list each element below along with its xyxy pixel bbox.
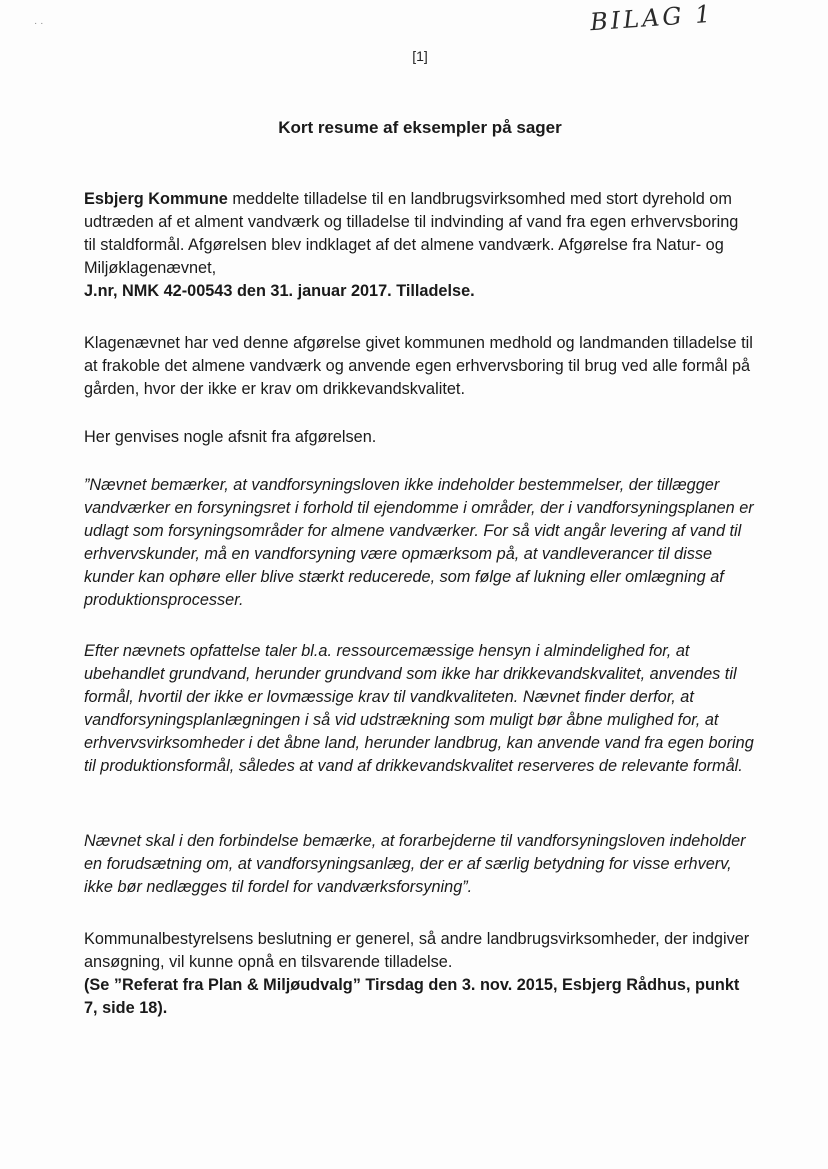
case-summary-body: meddelte tilladelse til en landbrugsvirksomhed med stort dyrehold om udtræden af et alment vandværk og tilladelse til indvinding af vand fra egen erhvervsboring til staldformål. Afgørelsen blev indklaget af det almene vandværk. Afgørelse fra Natur- og Miljøklagenævnet, [84, 190, 739, 277]
quote-paragraph-1 [84, 474, 754, 612]
quote-text-1: ”Nævnet bemærker, at vandforsyningsloven ikke indeholder bestemmelser, der tillægger vandværker en forsyningsret i forhold til ejendomme i områder, der i vandforsyningsplanen er udlagt som forsyningsområder for almene vandværker. For så vidt angår levering af vand til erhvervskunder, må en vandforsyning være opmærksom på, at vandleverancer til disse kunder kan ophøre eller blive stærkt reducerede, som følge af lukning eller omlægning af produktionsprocesser. [84, 476, 754, 609]
annex-stamp: BILAG 1 [589, 0, 715, 37]
council-decision-paragraph [84, 928, 754, 1020]
council-decision-text: Kommunalbestyrelsens beslutning er generel, så andre landbrugsvirksomheder, der indgiver ansøgning, vil kunne opnå en tilsvarende tilladelse. [84, 930, 750, 971]
meeting-reference: (Se ”Referat fra Plan & Miljøudvalg” Tirsdag den 3. nov. 2015, Esbjerg Rådhus, punkt 7, side 18). [84, 976, 740, 1017]
excerpt-intro-text: Her genvises nogle afsnit fra afgørelsen. [84, 428, 377, 446]
document-title: Kort resume af eksempler på sager [278, 118, 562, 137]
decision-text: Klagenævnet har ved denne afgørelse givet kommunen medhold og landmanden tilladelse til at frakoble det almene vandværk og anvende egen erhvervsboring til brug ved alle formål på gården, hvor der ikke er krav om drikkevandskvalitet. [84, 334, 753, 398]
excerpt-intro-paragraph [84, 426, 754, 449]
case-reference: J.nr, NMK 42-00543 den 31. januar 2017. Tilladelse. [84, 282, 475, 300]
quote-text-2: Efter nævnets opfattelse taler bl.a. ressourcemæssige hensyn i almindelighed for, at ubehandlet grundvand, herunder grundvand som ikke har drikkevandskvalitet, anvendes til formål, hvortil der ikke er lovmæssige krav til vandkvaliteten. Nævnet finder derfor, at vandforsyningsplanlægningen i så vid udstrækning som muligt bør åbne mulighed for, at erhvervsvirksomheder i det åbne land, herunder landbrug, kan anvende vand fra egen boring til produktionsformål, således at vand af drikkevandskvalitet reserveres de relevante formål. [84, 642, 754, 775]
quote-text-3: Nævnet skal i den forbindelse bemærke, at forarbejderne til vandforsyningsloven indeholder en forudsætning om, at vandforsyningsanlæg, der er af særlig betydning for visse erhverv, ikke bør nedlægges til fordel for vandværksforsyning”. [84, 832, 746, 896]
quote-paragraph-3 [84, 830, 754, 899]
quote-paragraph-2 [84, 640, 754, 778]
decision-paragraph [84, 332, 754, 401]
page-number: [1] [412, 48, 428, 64]
case-summary-paragraph [84, 188, 754, 303]
case-summary-text [84, 188, 754, 280]
scan-mark: · · [34, 18, 44, 29]
municipality-name: Esbjerg Kommune [84, 190, 228, 208]
